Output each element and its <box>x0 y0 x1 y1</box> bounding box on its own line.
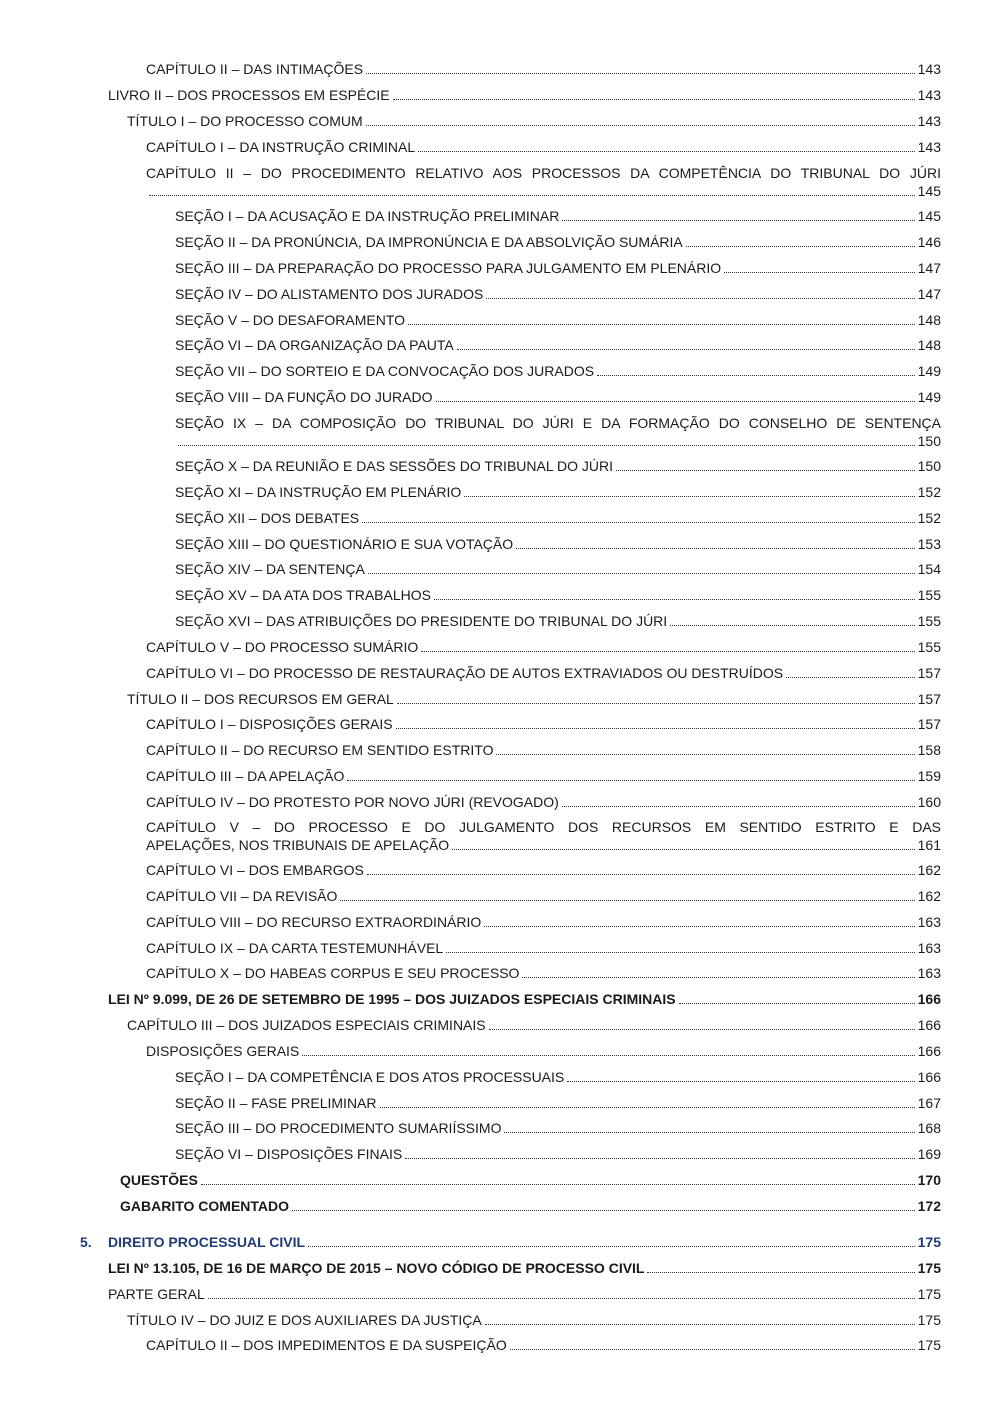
toc-entry-title: CAPÍTULO III – DA APELAÇÃO <box>146 768 345 784</box>
dot-leader <box>393 99 915 100</box>
toc-entry-title: CAPÍTULO VII – DA REVISÃO <box>146 888 338 904</box>
toc-entry-page: 172 <box>917 1198 941 1214</box>
toc-entry-page: 168 <box>917 1120 941 1136</box>
dot-leader <box>362 522 915 523</box>
dot-leader <box>484 926 914 927</box>
toc-entry[interactable] <box>175 207 941 225</box>
dot-leader <box>405 1158 914 1159</box>
toc-entry[interactable] <box>146 793 941 811</box>
toc-entry-title: CAPÍTULO III – DOS JUIZADOS ESPECIAIS CRIMINAIS <box>127 1017 486 1033</box>
toc-entry-title: DIREITO PROCESSUAL CIVIL <box>108 1234 306 1250</box>
toc-entry-title: SEÇÃO III – DO PROCEDIMENTO SUMARIÍSSIMO <box>175 1120 502 1136</box>
toc-entry-page: 143 <box>917 87 941 103</box>
toc-entry[interactable] <box>146 60 941 78</box>
toc-entry-page: 143 <box>917 139 941 155</box>
toc-entry[interactable] <box>175 259 941 277</box>
toc-entry-page: 175 <box>917 1260 941 1276</box>
toc-entry-page: 175 <box>917 1286 941 1302</box>
toc-entry-title: SEÇÃO VIII – DA FUNÇÃO DO JURADO <box>175 389 433 405</box>
toc-entry-page: 166 <box>917 1069 941 1085</box>
toc-entry-page: 175 <box>917 1234 941 1250</box>
toc-entry-title: PARTE GERAL <box>108 1286 205 1302</box>
toc-entry-page: 163 <box>917 914 941 930</box>
toc-entry[interactable] <box>80 1233 941 1251</box>
dot-leader <box>485 1324 915 1325</box>
dot-leader <box>367 874 915 875</box>
chapter-number: 5. <box>80 1234 92 1250</box>
toc-entry-page: 145 <box>917 183 941 199</box>
toc-entry[interactable] <box>146 1042 941 1060</box>
dot-leader <box>421 651 914 652</box>
toc-entry[interactable] <box>108 86 941 104</box>
toc-entry-title: CAPÍTULO II – DO RECURSO EM SENTIDO ESTRITO <box>146 742 494 758</box>
toc-entry-title: CAPÍTULO I – DA INSTRUÇÃO CRIMINAL <box>146 139 416 155</box>
toc-entry[interactable] <box>127 690 941 708</box>
toc-entry-title: SEÇÃO III – DA PREPARAÇÃO DO PROCESSO PARA JULGAMENTO EM PLENÁRIO <box>175 260 722 276</box>
toc-entry-title: TÍTULO IV – DO JUIZ E DOS AUXILIARES DA JUSTIÇA <box>127 1312 482 1328</box>
toc-entry[interactable] <box>175 560 941 578</box>
toc-entry-title: DISPOSIÇÕES GERAIS <box>146 1043 300 1059</box>
dot-leader <box>446 952 914 953</box>
toc-entry-page: 167 <box>917 1095 941 1111</box>
toc-entry-title: CAPÍTULO I – DISPOSIÇÕES GERAIS <box>146 716 393 732</box>
toc-entry-title: CAPÍTULO IV – DO PROTESTO POR NOVO JÚRI (REVOGADO) <box>146 794 559 810</box>
toc-entry-page: 175 <box>917 1337 941 1353</box>
toc-entry[interactable] <box>146 939 941 957</box>
dot-leader <box>786 677 915 678</box>
toc-entry-page: 148 <box>917 312 941 328</box>
dot-leader <box>366 125 915 126</box>
dot-leader <box>504 1132 914 1133</box>
dot-leader <box>670 625 914 626</box>
toc-entry-page: 175 <box>917 1312 941 1328</box>
toc-entry[interactable] <box>127 112 941 130</box>
dot-leader <box>178 445 915 446</box>
toc-entry[interactable] <box>146 1336 941 1354</box>
toc-entry[interactable] <box>175 233 941 251</box>
toc-entry-title: CAPÍTULO II – DAS INTIMAÇÕES <box>146 61 364 77</box>
toc-entry-page: 162 <box>917 862 941 878</box>
toc-entry-page: 169 <box>917 1146 941 1162</box>
toc-entry-title: SEÇÃO XIV – DA SENTENÇA <box>175 561 365 577</box>
toc-entry[interactable] <box>146 741 941 759</box>
toc-entry[interactable] <box>175 362 941 380</box>
toc-entry-title: CAPÍTULO VIII – DO RECURSO EXTRAORDINÁRIO <box>146 914 482 930</box>
toc-entry-title: TÍTULO II – DOS RECURSOS EM GERAL <box>127 691 394 707</box>
toc-entry-page: 145 <box>917 208 941 224</box>
dot-leader <box>208 1298 915 1299</box>
toc-entry-page: 170 <box>917 1172 941 1188</box>
toc-entry[interactable] <box>175 1119 941 1137</box>
toc-entry-title: CAPÍTULO VI – DOS EMBARGOS <box>146 862 364 878</box>
toc-entry-title: SEÇÃO II – DA PRONÚNCIA, DA IMPRONÚNCIA E DA ABSOLVIÇÃO SUMÁRIA <box>175 234 683 250</box>
dot-leader <box>366 73 915 74</box>
toc-entry-page: 152 <box>917 510 941 526</box>
toc-entry-page: 161 <box>917 837 941 853</box>
toc-entry[interactable] <box>146 818 941 854</box>
toc-entry-page: 166 <box>917 1043 941 1059</box>
toc-entry[interactable] <box>146 138 941 156</box>
dot-leader <box>302 1055 914 1056</box>
toc-entry[interactable] <box>175 1145 941 1163</box>
toc-entry-title: CAPÍTULO V – DO PROCESSO E DO JULGAMENTO DOS RECURSOS EM SENTIDO ESTRITO E DAS <box>146 819 941 835</box>
dot-leader <box>464 496 914 497</box>
dot-leader <box>418 151 914 152</box>
toc-entry[interactable] <box>175 285 941 303</box>
toc-entry[interactable] <box>175 1068 941 1086</box>
dot-leader <box>724 272 915 273</box>
toc-entry-page: 147 <box>917 260 941 276</box>
toc-entry-page: 157 <box>917 665 941 681</box>
dot-leader <box>368 573 915 574</box>
toc-entry-title: SEÇÃO II – FASE PRELIMINAR <box>175 1095 377 1111</box>
toc-entry-title: SEÇÃO XI – DA INSTRUÇÃO EM PLENÁRIO <box>175 484 462 500</box>
toc-entry-title: SEÇÃO VII – DO SORTEIO E DA CONVOCAÇÃO DOS JURADOS <box>175 363 595 379</box>
dot-leader <box>597 375 915 376</box>
dot-leader <box>292 1210 915 1211</box>
toc-entry[interactable] <box>175 336 941 354</box>
toc-entry-title: CAPÍTULO II – DO PROCEDIMENTO RELATIVO AOS PROCESSOS DA COMPETÊNCIA DO TRIBUNAL DO JÚRI <box>146 165 941 181</box>
toc-entry-page: 166 <box>917 991 941 1007</box>
toc-entry-page: 155 <box>917 639 941 655</box>
toc-entry-page: 146 <box>917 234 941 250</box>
dot-leader <box>149 195 915 196</box>
dot-leader <box>686 246 915 247</box>
toc-entry-title: SEÇÃO I – DA COMPETÊNCIA E DOS ATOS PROCESSUAIS <box>175 1069 565 1085</box>
toc-entry-title: SEÇÃO XVI – DAS ATRIBUIÇÕES DO PRESIDENTE DO TRIBUNAL DO JÚRI <box>175 613 668 629</box>
toc-entry[interactable] <box>120 1197 941 1215</box>
toc-entry-title: LEI Nº 9.099, DE 26 DE SETEMBRO DE 1995 – DOS JUIZADOS ESPECIAIS CRIMINAIS <box>108 991 676 1007</box>
toc-entry-title: SEÇÃO X – DA REUNIÃO E DAS SESSÕES DO TRIBUNAL DO JÚRI <box>175 458 613 474</box>
dot-leader <box>522 977 914 978</box>
toc-entry-page: 160 <box>917 794 941 810</box>
toc-entry-title: QUESTÕES <box>120 1172 198 1188</box>
dot-leader <box>516 548 914 549</box>
toc-entry[interactable] <box>146 887 941 905</box>
toc-entry[interactable] <box>146 664 941 682</box>
toc-entry-page: 158 <box>917 742 941 758</box>
toc-entry-title: CAPÍTULO IX – DA CARTA TESTEMUNHÁVEL <box>146 940 444 956</box>
dot-leader <box>380 1107 915 1108</box>
toc-entry-page: 147 <box>917 286 941 302</box>
toc-entry-title: SEÇÃO VI – DA ORGANIZAÇÃO DA PAUTA <box>175 337 454 353</box>
dot-leader <box>457 349 915 350</box>
toc-entry-page: 162 <box>917 888 941 904</box>
toc-entry-title: SEÇÃO XIII – DO QUESTIONÁRIO E SUA VOTAÇÃO <box>175 536 514 552</box>
dot-leader <box>679 1003 915 1004</box>
toc-entry[interactable] <box>175 414 941 450</box>
toc-entry[interactable] <box>175 457 941 475</box>
toc-entry-title: CAPÍTULO X – DO HABEAS CORPUS E SEU PROCESSO <box>146 965 520 981</box>
dot-leader <box>489 1029 915 1030</box>
toc-entry-title: LIVRO II – DOS PROCESSOS EM ESPÉCIE <box>108 87 390 103</box>
dot-leader <box>201 1184 915 1185</box>
toc-entry-title-continued: APELAÇÕES, NOS TRIBUNAIS DE APELAÇÃO <box>146 837 450 853</box>
dot-leader <box>562 806 915 807</box>
toc-entry[interactable] <box>108 1285 941 1303</box>
toc-entry[interactable] <box>127 1311 941 1329</box>
toc-entry-title: SEÇÃO IX – DA COMPOSIÇÃO DO TRIBUNAL DO JÚRI E DA FORMAÇÃO DO CONSELHO DE SENTENÇA <box>175 415 941 431</box>
toc-entry-title: GABARITO COMENTADO <box>120 1198 290 1214</box>
toc-entry[interactable] <box>146 913 941 931</box>
toc-entry[interactable] <box>146 164 941 200</box>
toc-entry[interactable] <box>146 964 941 982</box>
dot-leader <box>434 599 915 600</box>
dot-leader <box>496 754 914 755</box>
toc-entry-page: 153 <box>917 536 941 552</box>
toc-entry-page: 150 <box>917 458 941 474</box>
toc-entry-page: 143 <box>917 61 941 77</box>
dot-leader <box>308 1246 915 1247</box>
toc-entry-title: SEÇÃO XV – DA ATA DOS TRABALHOS <box>175 587 431 603</box>
toc-entry-title: SEÇÃO I – DA ACUSAÇÃO E DA INSTRUÇÃO PRELIMINAR <box>175 208 560 224</box>
toc-entry-title: CAPÍTULO VI – DO PROCESSO DE RESTAURAÇÃO DE AUTOS EXTRAVIADOS OU DESTRUÍDOS <box>146 665 784 681</box>
toc-entry[interactable] <box>175 311 941 329</box>
toc-entry-page: 157 <box>917 716 941 732</box>
toc-entry-title: CAPÍTULO II – DOS IMPEDIMENTOS E DA SUSPEIÇÃO <box>146 1337 507 1353</box>
toc-entry-title: LEI Nº 13.105, DE 16 DE MARÇO DE 2015 – NOVO CÓDIGO DE PROCESSO CIVIL <box>108 1260 645 1276</box>
toc-entry-page: 155 <box>917 587 941 603</box>
toc-entry[interactable] <box>146 861 941 879</box>
toc-entry[interactable] <box>120 1171 941 1189</box>
dot-leader <box>436 401 915 402</box>
toc-entry-page: 163 <box>917 965 941 981</box>
toc-entry-page: 155 <box>917 613 941 629</box>
dot-leader <box>567 1081 914 1082</box>
toc-entry-page: 157 <box>917 691 941 707</box>
toc-entry-title: SEÇÃO VI – DISPOSIÇÕES FINAIS <box>175 1146 403 1162</box>
dot-leader <box>397 703 915 704</box>
dot-leader <box>486 298 914 299</box>
dot-leader <box>616 470 915 471</box>
toc-entry[interactable] <box>146 638 941 656</box>
dot-leader <box>647 1272 914 1273</box>
toc-entry-page: 148 <box>917 337 941 353</box>
dot-leader <box>340 900 914 901</box>
toc-entry[interactable] <box>127 1016 941 1034</box>
toc-entry[interactable] <box>108 1259 941 1277</box>
toc-entry-title: CAPÍTULO V – DO PROCESSO SUMÁRIO <box>146 639 419 655</box>
dot-leader <box>408 324 915 325</box>
toc-entry[interactable] <box>146 767 941 785</box>
toc-entry-page: 150 <box>917 433 941 449</box>
toc-entry[interactable] <box>175 388 941 406</box>
toc-entry[interactable] <box>175 483 941 501</box>
toc-entry-page: 149 <box>917 389 941 405</box>
toc-entry-page: 154 <box>917 561 941 577</box>
dot-leader <box>562 220 914 221</box>
toc-entry-title: SEÇÃO XII – DOS DEBATES <box>175 510 360 526</box>
toc-entry-page: 143 <box>917 113 941 129</box>
toc-entry-title: TÍTULO I – DO PROCESSO COMUM <box>127 113 363 129</box>
toc-entry-page: 166 <box>917 1017 941 1033</box>
toc-entry-page: 163 <box>917 940 941 956</box>
toc-entry-page: 159 <box>917 768 941 784</box>
toc-entry[interactable] <box>108 990 941 1008</box>
toc-entry[interactable] <box>175 509 941 527</box>
toc-entry[interactable] <box>146 715 941 733</box>
toc-entry-page: 149 <box>917 363 941 379</box>
dot-leader <box>510 1349 915 1350</box>
toc-entry[interactable] <box>175 535 941 553</box>
toc-entry-title: SEÇÃO V – DO DESAFORAMENTO <box>175 312 406 328</box>
dot-leader <box>396 728 915 729</box>
toc-entry[interactable] <box>175 612 941 630</box>
toc-entry[interactable] <box>175 586 941 604</box>
toc-entry-title: SEÇÃO IV – DO ALISTAMENTO DOS JURADOS <box>175 286 484 302</box>
toc-entry[interactable] <box>175 1094 941 1112</box>
dot-leader <box>452 849 914 850</box>
dot-leader <box>347 780 914 781</box>
toc-entry-page: 152 <box>917 484 941 500</box>
